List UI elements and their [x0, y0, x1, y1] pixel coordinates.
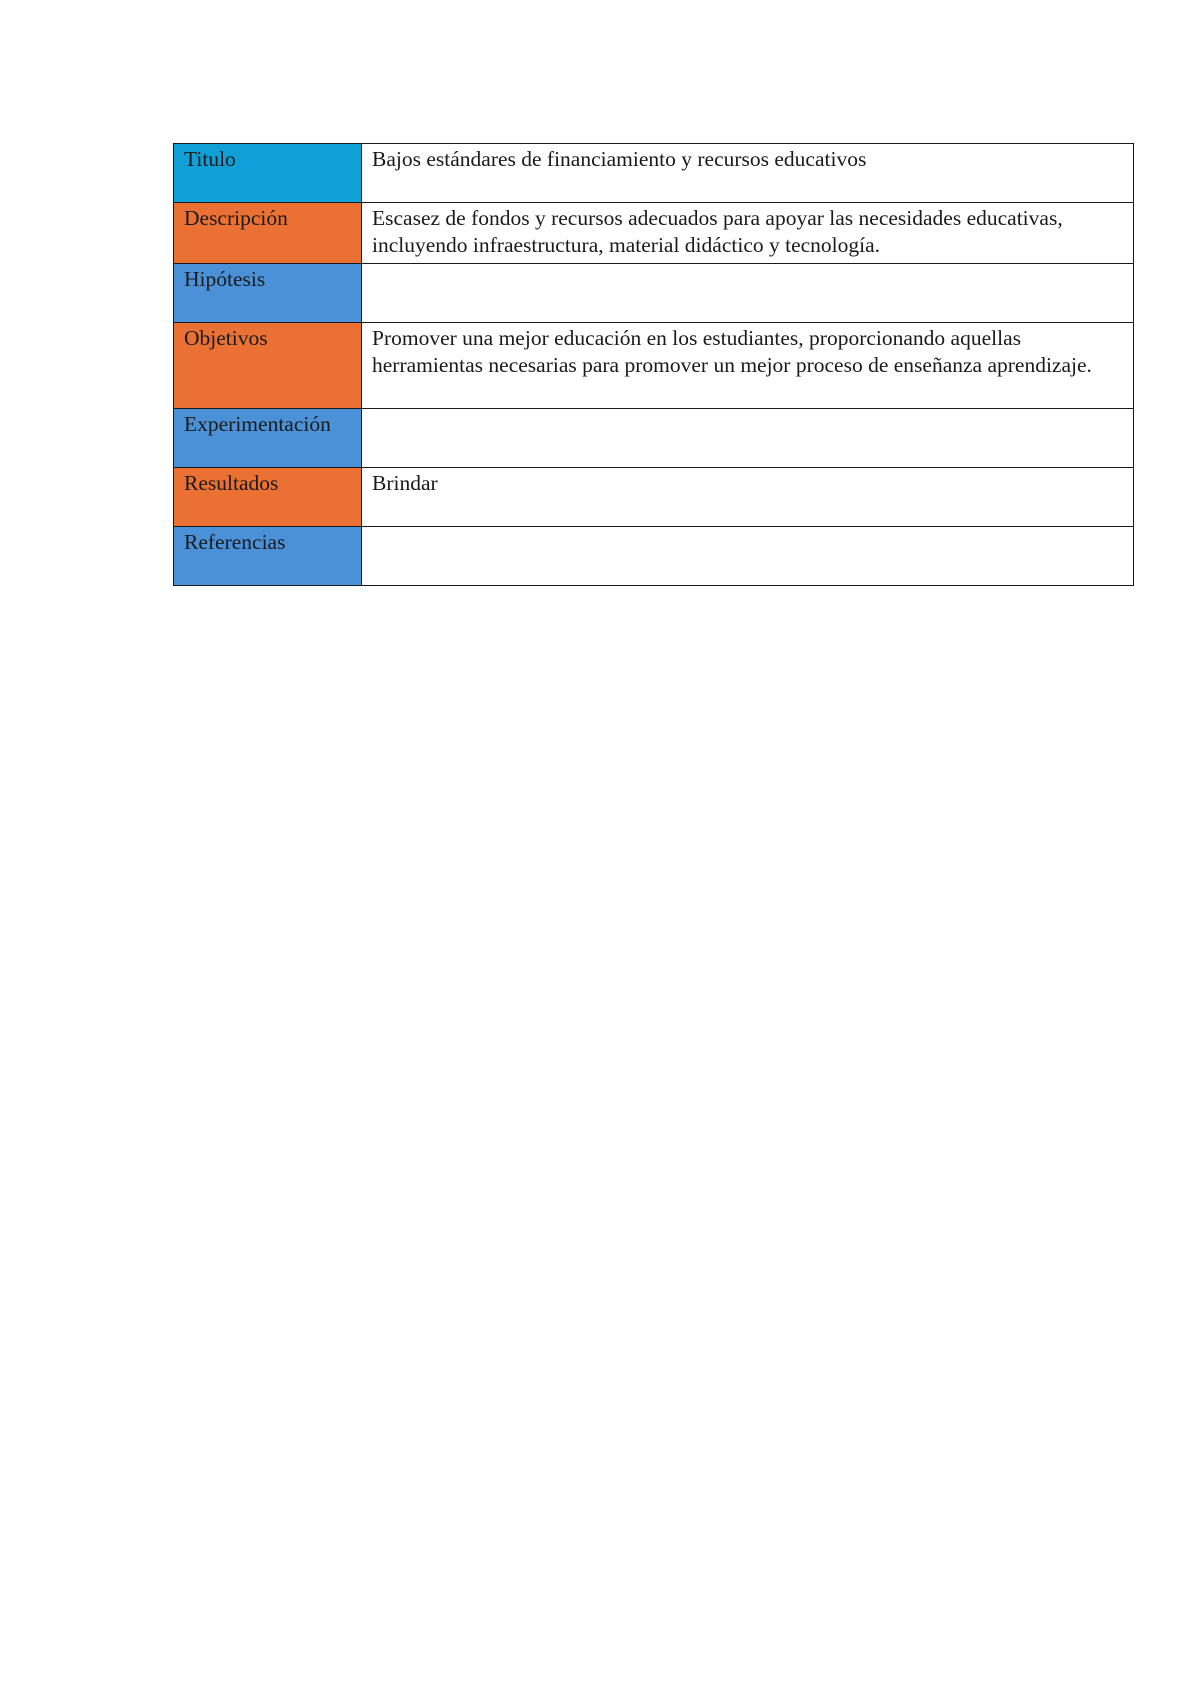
label-cell-objetivos: Objetivos: [174, 323, 362, 409]
value-cell-objetivos: Promover una mejor educación en los estudiantes, proporcionando aquellas herramientas necesarias para promover un mejor proceso de enseñanza aprendizaje.: [362, 323, 1134, 409]
table-row-hipotesis: [174, 264, 1134, 323]
label-cell-hipotesis: Hipótesis: [174, 264, 362, 323]
label-cell-resultados: Resultados: [174, 468, 362, 527]
table-row-experimentacion: [174, 409, 1134, 468]
value-cell-experimentacion: [362, 409, 1134, 468]
value-cell-descripcion: Escasez de fondos y recursos adecuados para apoyar las necesidades educativas, incluyendo infraestructura, material didáctico y tecnología.: [362, 203, 1134, 264]
table-row-titulo: [174, 144, 1134, 203]
table-row-resultados: [174, 468, 1134, 527]
value-cell-titulo: Bajos estándares de financiamiento y recursos educativos: [362, 144, 1134, 203]
research-table: [173, 143, 1134, 586]
table-row-referencias: [174, 527, 1134, 586]
label-cell-referencias: Referencias: [174, 527, 362, 586]
label-cell-descripcion: Descripción: [174, 203, 362, 264]
label-cell-titulo: Titulo: [174, 144, 362, 203]
value-cell-referencias: [362, 527, 1134, 586]
table-row-descripcion: [174, 203, 1134, 264]
label-cell-experimentacion: Experimentación: [174, 409, 362, 468]
table-row-objetivos: [174, 323, 1134, 409]
value-cell-hipotesis: [362, 264, 1134, 323]
value-cell-resultados: Brindar: [362, 468, 1134, 527]
